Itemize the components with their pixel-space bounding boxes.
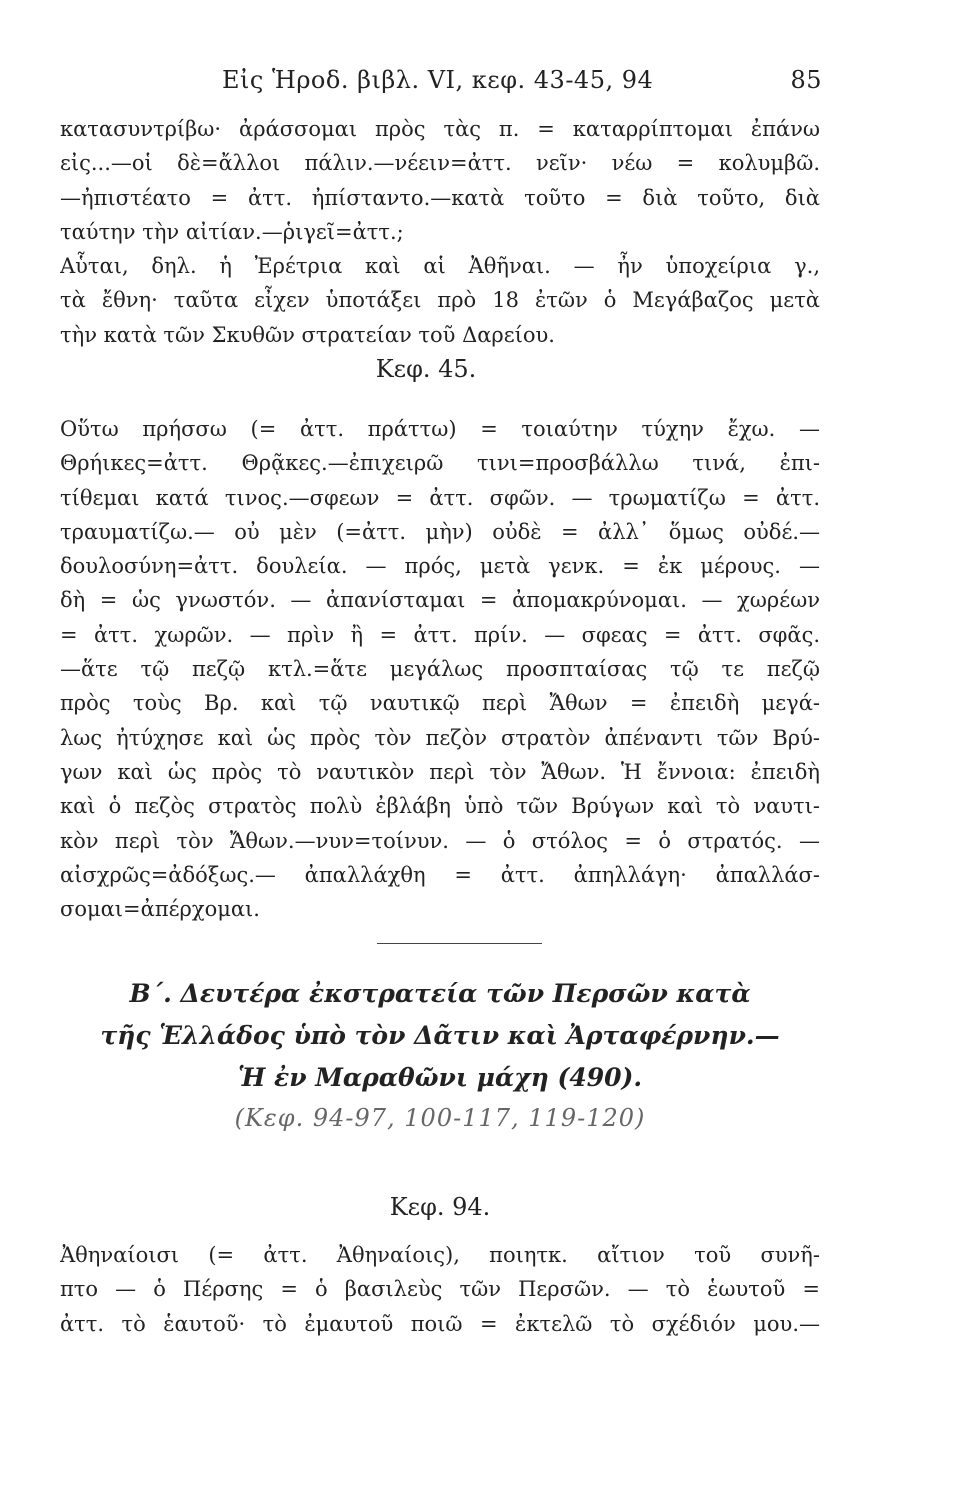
section-divider: [377, 943, 542, 944]
chapter-94-heading: Κεφ. 94.: [389, 1193, 491, 1221]
text-line: δουλοσύνη=ἀττ. δουλεία. — πρός, μετὰ γενκ. = ἐκ μέρους. —: [60, 554, 820, 579]
text-line: —ἠπιστέατο = ἀττ. ἠπίσταντο.—κατὰ τοῦτο = διὰ τοῦτο, διὰ: [60, 185, 820, 210]
text-line: κὸν περὶ τὸν Ἄθων.—νυν=τοίνυν. — ὁ στόλος = ὁ στρατός. —: [60, 828, 820, 853]
text-line: καὶ ὁ πεζὸς στρατὸς πολὺ ἐβλάβη ὑπὸ τῶν Βρύγων καὶ τὸ ναυτι-: [60, 794, 820, 819]
text-line: ἀττ. τὸ ἑαυτοῦ· τὸ ἐμαυτοῦ ποιῶ = ἐκτελῶ τὸ σχέδιόν μου.—: [60, 1311, 820, 1336]
text-line: εἰς...—οἱ δὲ=ἄλλοι πάλιν.—νέειν=ἀττ. νεῖν· νέω = κολυμβῶ.: [60, 151, 820, 176]
running-title: Εἰς Ἡροδ. βιβλ. VI, κεφ. 43-45, 94: [222, 66, 654, 94]
commentary-top-block: [60, 112, 820, 386]
text-line: αἰσχρῶς=ἀδόξως.— ἀπαλλάχθη = ἀττ. ἀπηλλάγη· ἀπαλλάσ-: [60, 862, 820, 887]
section-chapter-references: (Κεφ. 94-97, 100-117, 119-120): [234, 1104, 646, 1132]
text-line: λως ἠτύχησε καὶ ὡς πρὸς τὸν πεζὸν στρατὸν ἀπέναντι τῶν Βρύ-: [60, 725, 820, 750]
text-line: κατασυντρίβω· ἀράσσομαι πρὸς τὰς π. = καταρρίπτομαι ἐπάνω: [60, 117, 820, 141]
section-title: [60, 973, 820, 1099]
text-line: = ἀττ. χωρῶν. — πρὶν ἢ = ἀττ. πρίν. — σφεας = ἀττ. σφᾶς.: [60, 622, 820, 647]
text-line: Θρήικες=ἀττ. Θρᾷκες.—ἐπιχειρῶ τινι=προσβάλλω τινά, ἐπι-: [60, 451, 820, 476]
section-title-line: Β΄. Δευτέρα ἐκστρατεία τῶν Περσῶν κατὰ: [129, 979, 751, 1008]
text-line: τραυματίζω.— οὐ μὲν (=ἀττ. μὴν) οὐδὲ = ἀλλ᾽ ὅμως οὐδέ.—: [60, 519, 820, 544]
text-line: σομαι=ἀπέρχομαι.: [60, 897, 260, 922]
page-number: 85: [790, 66, 822, 94]
text-line: τὰ ἔθνη· ταῦτα εἶχεν ὑποτάξει πρὸ 18 ἐτῶν ὁ Μεγάβαζος μετὰ: [60, 288, 820, 313]
text-line: Ἀθηναίοισι (= ἀττ. Ἀθηναίοις), ποιητκ. αἴτιον τοῦ συνῆ-: [60, 1243, 820, 1267]
text-line: Οὕτω πρήσσω (= ἀττ. πράττω) = τοιαύτην τύχην ἔχω. —: [60, 417, 820, 441]
chapter-45-heading: Κεφ. 45.: [375, 355, 477, 384]
text-line: τὴν κατὰ τῶν Σκυθῶν στρατείαν τοῦ Δαρείου.: [60, 322, 555, 347]
text-line: —ἅτε τῷ πεζῷ κτλ.=ἅτε μεγάλως προσπταίσας τῷ τε πεζῷ: [60, 657, 820, 682]
text-line: γων καὶ ὡς πρὸς τὸ ναυτικὸν περὶ τὸν Ἄθων. Ἡ ἔννοια: ἐπειδὴ: [60, 759, 820, 784]
text-line: ταύτην τὴν αἰτίαν.—ῥιγεῖ=ἀττ.;: [60, 219, 404, 244]
text-line: Αὗται, δηλ. ἡ Ἐρέτρια καὶ αἱ Ἀθῆναι. — ἦν ὑποχείρια γ.,: [60, 254, 820, 279]
text-line: δὴ = ὡς γνωστόν. — ἀπανίσταμαι = ἀπομακρύνομαι. — χωρέων: [60, 588, 820, 613]
text-line: πτο — ὁ Πέρσης = ὁ βασιλεὺς τῶν Περσῶν. — τὸ ἑωυτοῦ =: [60, 1277, 820, 1302]
section-title-line: Ἡ ἐν Μαραθῶνι μάχη (490).: [237, 1063, 643, 1092]
text-line: τίθεμαι κατά τινος.—σφεων = ἀττ. σφῶν. — τρωματίζω = ἀττ.: [60, 485, 820, 510]
chapter-94-commentary: [60, 1238, 820, 1341]
page-header: [62, 66, 822, 106]
section-title-line: τῆς Ἑλλάδος ὑπὸ τὸν Δᾶτιν καὶ Ἀρταφέρνην.—: [100, 1021, 780, 1050]
text-line: πρὸς τοὺς Βρ. καὶ τῷ ναυτικῷ περὶ Ἄθων = ἐπειδὴ μεγά-: [60, 691, 820, 716]
chapter-45-commentary: [60, 412, 820, 926]
